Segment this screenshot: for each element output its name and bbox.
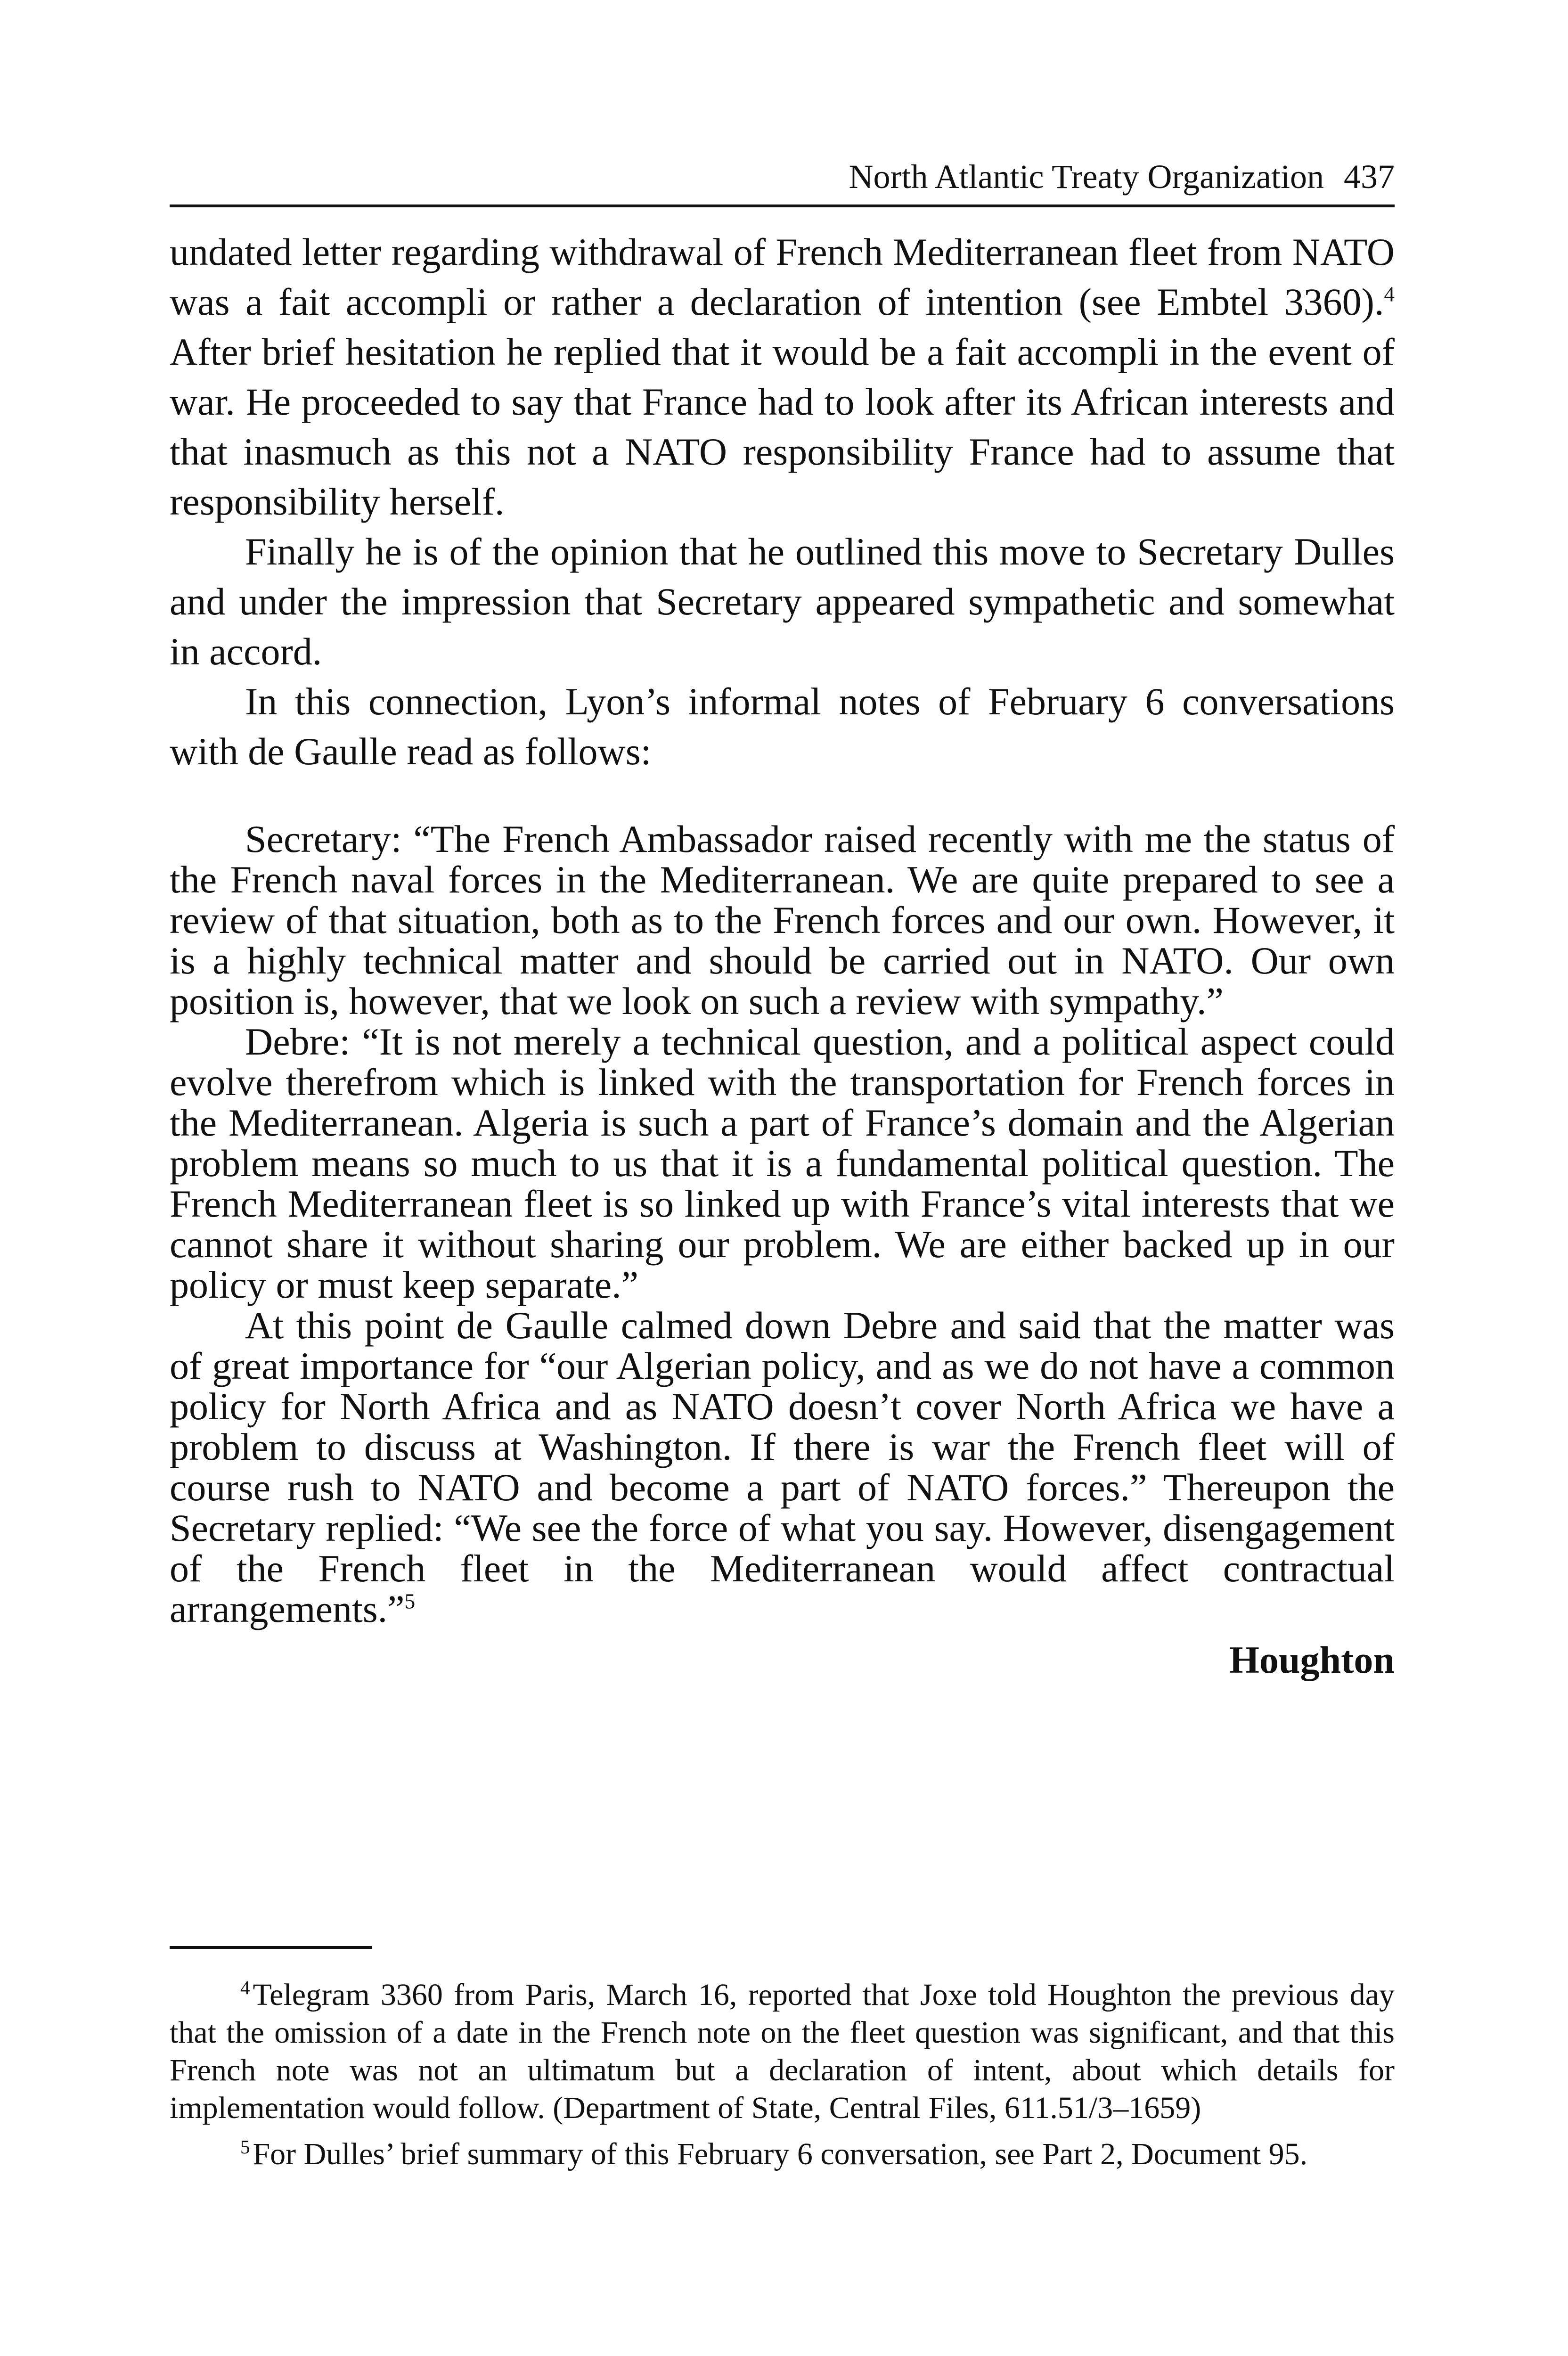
footnote-4-number: 4 <box>240 1977 250 1998</box>
signature: Houghton <box>1229 1638 1395 1681</box>
page-number: 437 <box>1344 158 1395 196</box>
paragraph-1-text-b: After brief hesitation he replied that it would be a fait accompli in the event of war. He proceeded to say that France had to look after its African interests and that inasmuch as this not a NATO responsibility France had to assume that responsibility herself. <box>170 330 1395 523</box>
quoted-notes <box>170 819 1395 1629</box>
quote-secretary: Secretary: “The French Ambassador raised recently with me the status of the French naval forces in the Mediterranean. We are quite prepared to see a review of that situation, both as to the French forces and our own. However, it is a highly technical matter and should be carried out in NATO. Our own position is, however, that we look on such a review with sympathy.” <box>170 818 1395 1023</box>
footnote-5-text: For Dulles’ brief summary of this February 6 conversation, see Part 2, Document 95. <box>253 2137 1308 2171</box>
quote-de-gaulle <box>170 1305 1395 1629</box>
footnote-4 <box>170 1976 1395 2127</box>
paragraph-1-text-a: undated letter regarding withdrawal of French Mediterranean fleet from NATO was a fait accompli or rather a declaration of intention (see Embtel 3360). <box>170 230 1395 323</box>
quote-de-gaulle-text: At this point de Gaulle calmed down Debre and said that the matter was of great importance for “our Algerian policy, and as we do not have a common policy for North Africa and as NATO doesn’t cover North Africa we have a problem to discuss at Washington. If there is war the French fleet will of course rush to NATO and become a part of NATO forces.” Thereupon the Secretary replied: “We see the force of what you say. However, disengagement of the French fleet in the Mediterranean would affect contractual arrangements.” <box>170 1304 1395 1630</box>
footnote-5-number: 5 <box>240 2136 250 2158</box>
quote-debre: Debre: “It is not merely a technical question, and a political aspect could evolve therefrom which is linked with the transportation for French forces in the Mediterranean. Algeria is such a part of France’s domain and the Algerian problem means so much to us that it is a fundamental political question. The French Mediterranean fleet is so linked up with France’s vital interests that we cannot share it without sharing our problem. We are either backed up in our policy or must keep separate.” <box>170 1020 1395 1306</box>
footnote-ref-4: 4 <box>1384 282 1395 306</box>
running-title: North Atlantic Treaty Organization <box>849 158 1324 196</box>
body-text <box>170 227 1395 777</box>
paragraph-2: Finally he is of the opinion that he outlined this move to Secretary Dulles and under the impression that Secretary appeared sympathetic and somewhat in accord. <box>170 530 1395 673</box>
paragraph-1 <box>170 227 1395 527</box>
footnote-4-text: Telegram 3360 from Paris, March 16, reported that Joxe told Houghton the previous day that the omission of a date in the French note on the fleet question was significant, and that this French note was not an ultimatum but a declaration of intent, about which details for implementation would follow. (Department of State, Central Files, 611.51/3–1659) <box>170 1978 1395 2125</box>
document-page <box>170 155 1395 1685</box>
footnote-divider <box>170 1946 372 1949</box>
footnotes <box>170 1946 1395 2182</box>
running-head <box>170 155 1395 207</box>
footnote-ref-5: 5 <box>404 1589 416 1613</box>
paragraph-3: In this connection, Lyon’s informal notes of February 6 conversations with de Gaulle read as follows: <box>170 680 1395 773</box>
footnote-5 <box>170 2135 1395 2173</box>
